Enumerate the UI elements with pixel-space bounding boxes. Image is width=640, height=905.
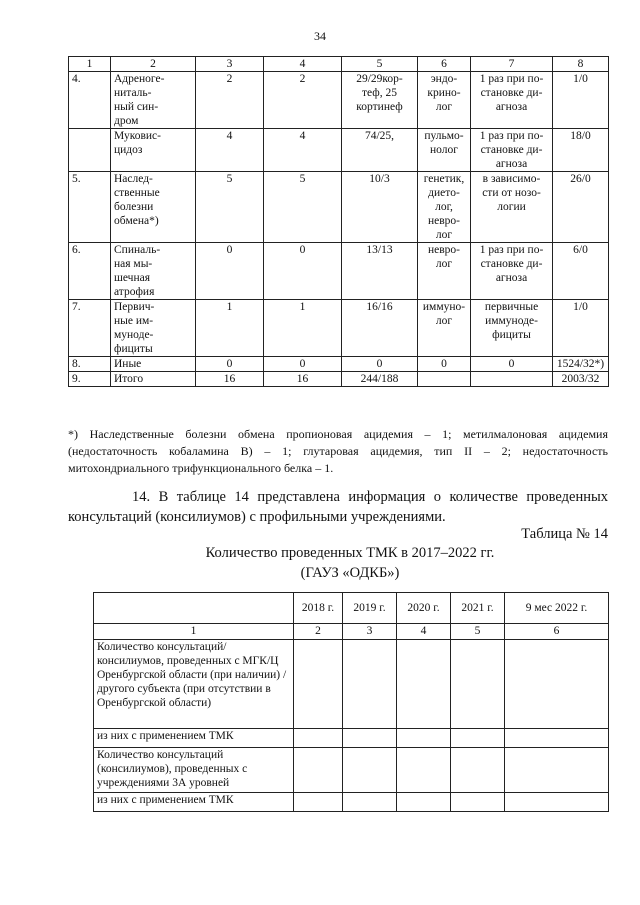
table-cell-c6: 0 — [418, 357, 471, 372]
table-cell-c2: Адреноге- ниталь- ный син- дром — [111, 72, 196, 129]
table-cell-c2: Итого — [111, 372, 196, 387]
table-cell-c1: 9. — [69, 372, 111, 387]
table-cell-c7: 1 раз при по- становке ди- агноза — [471, 243, 553, 300]
table-row — [94, 793, 609, 812]
specialists-table — [68, 56, 609, 387]
year-cell: 2021 г. — [451, 593, 505, 624]
table-cell-c3: 0 — [196, 243, 264, 300]
table-cell-c8: 2003/32 — [553, 372, 609, 387]
empty-cell — [451, 748, 505, 793]
table-cell-c2: Первич- ные им- муноде- фициты — [111, 300, 196, 357]
empty-cell — [294, 640, 343, 729]
empty-cell — [451, 729, 505, 748]
table-cell-c7: первичные иммуноде- фициты — [471, 300, 553, 357]
year-cell: 2018 г. — [294, 593, 343, 624]
table-row — [69, 172, 609, 243]
table-cell-c5: 244/188 — [342, 372, 418, 387]
table-row — [69, 72, 609, 129]
empty-cell — [343, 729, 397, 748]
empty-cell — [343, 793, 397, 812]
col-number: 4 — [397, 624, 451, 640]
empty-cell — [397, 793, 451, 812]
empty-cell — [397, 729, 451, 748]
table-cell-c7: 1 раз при по- становке ди- агноза — [471, 129, 553, 172]
table-cell-c5: 29/29кор- теф, 25 кортинеф — [342, 72, 418, 129]
table-title-line1: Количество проведенных ТМК в 2017–2022 гг. — [205, 545, 495, 561]
row-label: Количество консультаций/ консилиумов, проведенных с МГК/Ц Оренбургской области (при наличии) / другого субъекта (при отсутствии в Оренбургской области) — [94, 640, 294, 729]
table-cell-c2: Муковис- цидоз — [111, 129, 196, 172]
table-number: Таблица № 14 — [521, 526, 608, 542]
table-cell-c8: 6/0 — [553, 243, 609, 300]
table-cell-c2: Иные — [111, 357, 196, 372]
empty-cell — [397, 748, 451, 793]
row-label: из них с применением ТМК — [94, 793, 294, 812]
paragraph-14: 14. В таблице 14 представлена информация о количестве проведенных консультаций (консилиумов) с профильными учреждениями. — [68, 489, 608, 525]
table-cell-c8: 18/0 — [553, 129, 609, 172]
table-cell-c3: 16 — [196, 372, 264, 387]
table-cell-c4: 0 — [264, 357, 342, 372]
table-row — [69, 372, 609, 387]
tmk-table — [93, 592, 609, 812]
table-cell-c7: 1 раз при по- становке ди- агноза — [471, 72, 553, 129]
col-number: 3 — [343, 624, 397, 640]
table-cell-c5: 13/13 — [342, 243, 418, 300]
table-cell-c3: 0 — [196, 357, 264, 372]
table-cell-c2: Наслед- ственные болезни обмена*) — [111, 172, 196, 243]
empty-cell — [294, 729, 343, 748]
empty-cell — [397, 640, 451, 729]
empty-cell — [505, 793, 609, 812]
table-cell-c8: 1/0 — [553, 300, 609, 357]
table-cell-c4: 1 — [264, 300, 342, 357]
empty-cell — [505, 640, 609, 729]
table-cell-c8: 1/0 — [553, 72, 609, 129]
empty-cell — [343, 748, 397, 793]
table-cell-c2: Спиналь- ная мы- шечная атрофия — [111, 243, 196, 300]
header-cell: 3 — [196, 57, 264, 72]
empty-cell — [451, 640, 505, 729]
empty-cell — [505, 748, 609, 793]
header-cell: 8 — [553, 57, 609, 72]
empty-cell — [451, 793, 505, 812]
table-cell-c6 — [418, 372, 471, 387]
empty-cell — [294, 748, 343, 793]
table-row — [69, 243, 609, 300]
header-cell: 6 — [418, 57, 471, 72]
header-cell: 7 — [471, 57, 553, 72]
header-cell: 2 — [111, 57, 196, 72]
table-cell-c5: 16/16 — [342, 300, 418, 357]
table-cell-c7: в зависимо- сти от нозо- логии — [471, 172, 553, 243]
table-row — [69, 357, 609, 372]
col-number: 1 — [94, 624, 294, 640]
table-cell-c3: 4 — [196, 129, 264, 172]
table-cell-c4: 2 — [264, 72, 342, 129]
table-title-line2: (ГАУЗ «ОДКБ») — [300, 565, 400, 581]
table-cell-c3: 2 — [196, 72, 264, 129]
years-row — [94, 593, 609, 624]
table-row — [94, 729, 609, 748]
numbers-row — [94, 624, 609, 640]
table-cell-c4: 0 — [264, 243, 342, 300]
header-cell: 4 — [264, 57, 342, 72]
table-cell-c8: 26/0 — [553, 172, 609, 243]
table-cell-c6: пульмо- нолог — [418, 129, 471, 172]
row-label: Количество консультаций (консилиумов), проведенных с учреждениями 3А уровней — [94, 748, 294, 793]
table-cell-c6: невро- лог — [418, 243, 471, 300]
table-cell-c4: 5 — [264, 172, 342, 243]
table-cell-c7: 0 — [471, 357, 553, 372]
table-row — [69, 300, 609, 357]
table-cell-c1: 7. — [69, 300, 111, 357]
table-cell-c4: 16 — [264, 372, 342, 387]
col-number: 5 — [451, 624, 505, 640]
table-title — [100, 543, 600, 583]
table-cell-c1: 4. — [69, 72, 111, 129]
table-row — [69, 129, 609, 172]
table-cell-c6: иммуно- лог — [418, 300, 471, 357]
table-cell-c5: 10/3 — [342, 172, 418, 243]
page-number: 34 — [314, 29, 326, 43]
header-cell: 5 — [342, 57, 418, 72]
col-number: 6 — [505, 624, 609, 640]
empty-cell — [343, 640, 397, 729]
footnote: *) Наследственные болезни обмена пропионовая ацидемия – 1; метилмалоновая ацидемия (недостаточность кобаламина В) – 1; глутаровая ацидемия, тип II – 2; недостаточность митохондриального трифункционального белка – 1. — [68, 427, 608, 475]
table-cell-c1: 8. — [69, 357, 111, 372]
table-cell-c8: 1524/32*) — [553, 357, 609, 372]
col-number: 2 — [294, 624, 343, 640]
header-cell: 1 — [69, 57, 111, 72]
table-cell-c3: 1 — [196, 300, 264, 357]
table-cell-c3: 5 — [196, 172, 264, 243]
table-cell-c1: 5. — [69, 172, 111, 243]
table-cell-c1 — [69, 129, 111, 172]
table-row — [94, 748, 609, 793]
empty-cell — [94, 593, 294, 624]
year-cell: 2019 г. — [343, 593, 397, 624]
table-header-row — [69, 57, 609, 72]
row-label: из них с применением ТМК — [94, 729, 294, 748]
table-cell-c5: 74/25, — [342, 129, 418, 172]
table-cell-c7 — [471, 372, 553, 387]
empty-cell — [294, 793, 343, 812]
table-row — [94, 640, 609, 729]
table-cell-c6: эндо- крино- лог — [418, 72, 471, 129]
table-cell-c6: генетик, диетo- лог, невро- лог — [418, 172, 471, 243]
year-cell: 2020 г. — [397, 593, 451, 624]
year-cell: 9 мес 2022 г. — [505, 593, 609, 624]
table-cell-c4: 4 — [264, 129, 342, 172]
table-cell-c5: 0 — [342, 357, 418, 372]
empty-cell — [505, 729, 609, 748]
table-cell-c1: 6. — [69, 243, 111, 300]
